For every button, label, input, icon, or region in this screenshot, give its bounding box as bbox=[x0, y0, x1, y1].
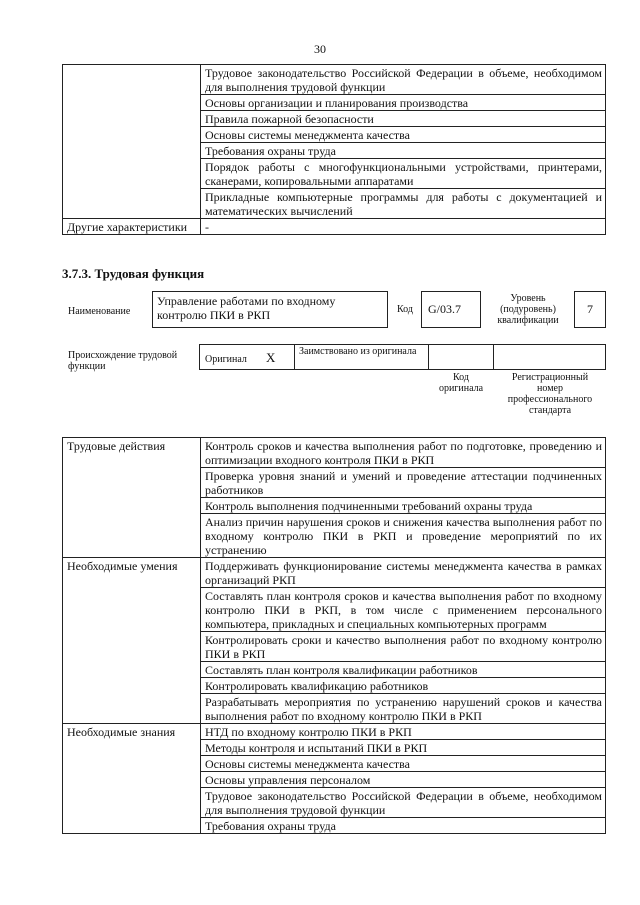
table-cell: Анализ причин нарушения сроков и снижения качества выполнения работ по входному контролю ПКИ в РКП и проведение мероприятий по их устранению bbox=[201, 514, 606, 558]
table-cell: Поддерживать функционирование системы менеджмента качества в рамках организаций РКП bbox=[201, 558, 606, 588]
table-cell: Основы организации и планирования производства bbox=[201, 95, 606, 111]
level-value: 7 bbox=[574, 291, 606, 328]
table-cell: Разрабатывать мероприятия по устранению нарушений сроков и качества выполнения работ по входному контролю ПКИ в РКП bbox=[201, 694, 606, 724]
table-cell: Требования охраны труда bbox=[201, 143, 606, 159]
table-row bbox=[63, 219, 606, 235]
divider bbox=[294, 344, 295, 370]
table-cell: Проверка уровня знаний и умений и проведение аттестации подчиненных работников bbox=[201, 468, 606, 498]
section-label-knowledge: Необходимые знания bbox=[63, 724, 201, 834]
table-cell: Основы системы менеджмента качества bbox=[201, 756, 606, 772]
original-label: Оригинал bbox=[205, 354, 247, 365]
table-cell: Трудовое законодательство Российской Федерации в объеме, необходимом для выполнения трудовой функции bbox=[201, 65, 606, 95]
table-cell: Контролировать квалификацию работников bbox=[201, 678, 606, 694]
table-row bbox=[63, 65, 606, 95]
table-cell: Составлять план контроля квалификации работников bbox=[201, 662, 606, 678]
divider bbox=[493, 344, 494, 370]
level-label: Уровень (подуровень) квалификации bbox=[497, 293, 559, 326]
table-cell: Правила пожарной безопасности bbox=[201, 111, 606, 127]
table-cell: Требования охраны труда bbox=[201, 818, 606, 834]
table-cell: Порядок работы с многофункциональными устройствами, принтерами, сканерами, копировальными аппаратами bbox=[201, 159, 606, 189]
table-cell: Основы управления персоналом bbox=[201, 772, 606, 788]
main-table bbox=[62, 437, 606, 834]
original-mark: X bbox=[266, 350, 276, 365]
borrowed-label: Заимствовано из оригинала bbox=[299, 346, 417, 357]
name-label: Наименование bbox=[68, 306, 131, 317]
code-value: G/03.7 bbox=[421, 291, 481, 328]
table-cell: Контроль сроков и качества выполнения работ по подготовке, проведению и оптимизации входного контроля ПКИ в РКП bbox=[201, 438, 606, 468]
table-cell: Контролировать сроки и качество выполнения работ по входному контролю ПКИ в РКП bbox=[201, 632, 606, 662]
table-row bbox=[63, 724, 606, 740]
code-label: Код bbox=[397, 304, 413, 315]
table-cell: Контроль выполнения подчиненными требований охраны труда bbox=[201, 498, 606, 514]
table-cell: НТД по входному контролю ПКИ в РКП bbox=[201, 724, 606, 740]
table-cell: Прикладные компьютерные программы для работы с документацией и математических вычислений bbox=[201, 189, 606, 219]
table-cell: Трудовое законодательство Российской Федерации в объеме, необходимом для выполнения трудовой функции bbox=[201, 788, 606, 818]
other-characteristics-value: - bbox=[201, 219, 606, 235]
section-title: 3.7.3. Трудовая функция bbox=[62, 266, 205, 281]
origin-label: Происхождение трудовой функции bbox=[68, 350, 178, 372]
table-cell: Составлять план контроля сроков и качества выполнения работ по входному контролю ПКИ в РКП, в том числе с применением персонального компьютера, прикладных и специальных компьютерных программ bbox=[201, 588, 606, 632]
code-original-label: Код оригинала bbox=[438, 372, 484, 394]
table-row bbox=[63, 438, 606, 468]
table-row bbox=[63, 558, 606, 588]
other-characteristics-label: Другие характеристики bbox=[63, 219, 201, 235]
page-number: 30 bbox=[314, 42, 326, 56]
table-cell: Основы системы менеджмента качества bbox=[201, 127, 606, 143]
top-table bbox=[62, 64, 606, 235]
empty-label-cell bbox=[63, 65, 201, 219]
section-label-skills: Необходимые умения bbox=[63, 558, 201, 724]
divider bbox=[428, 344, 429, 370]
name-value: Управление работами по входному контролю ПКИ в РКП bbox=[152, 291, 388, 328]
table-cell: Методы контроля и испытаний ПКИ в РКП bbox=[201, 740, 606, 756]
section-label-actions: Трудовые действия bbox=[63, 438, 201, 558]
reg-number-label: Регистрационный номер профессионального стандарта bbox=[507, 372, 593, 416]
